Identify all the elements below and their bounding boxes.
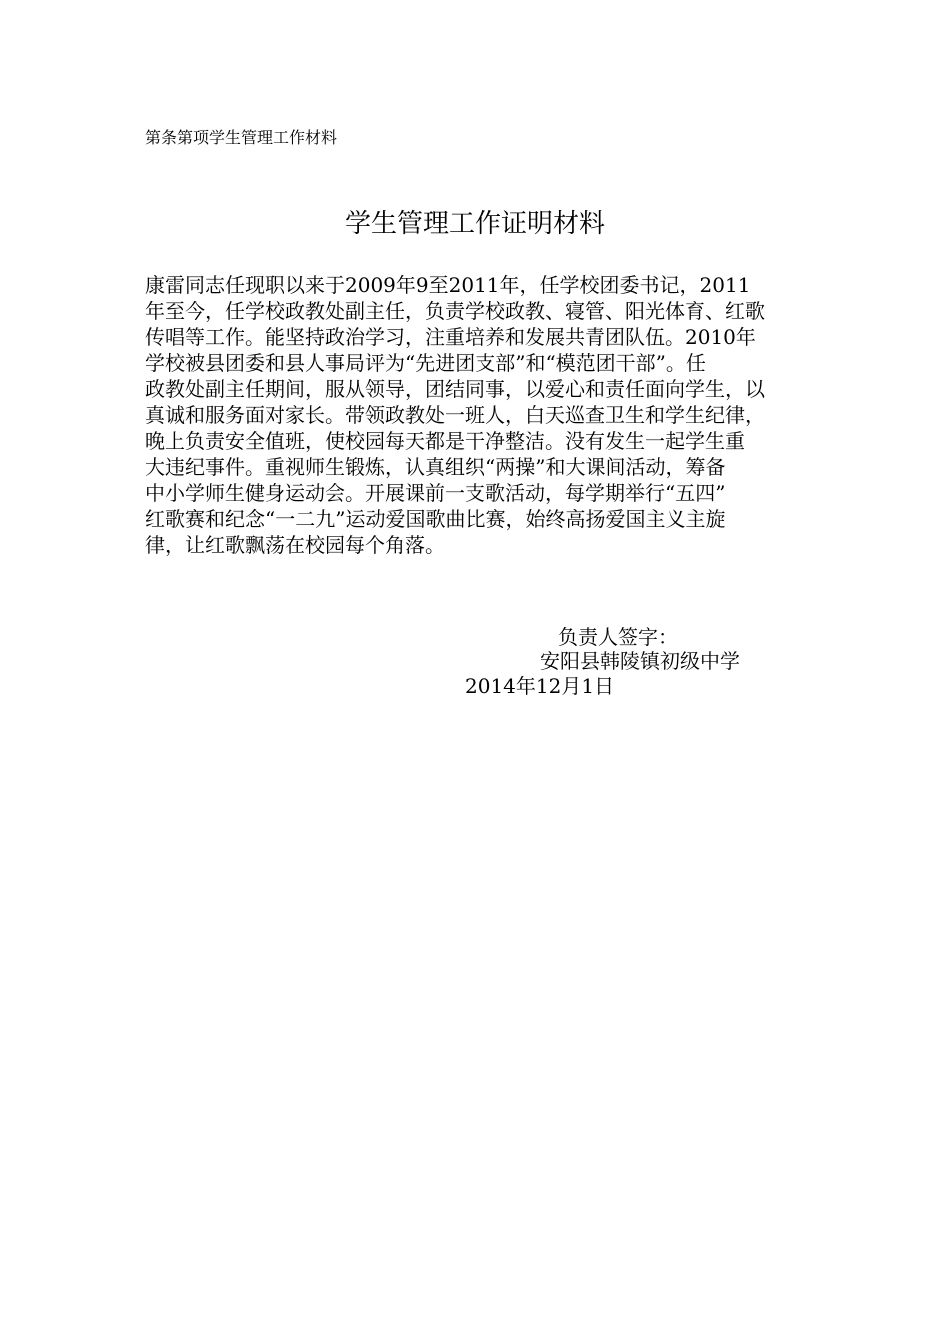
body-line: 年至今，任学校政教处副主任，负责学校政教、寝管、阳光体育、红歌 — [145, 299, 765, 323]
body-line: 律，让红歌飘荡在校园每个角落。 — [145, 533, 445, 557]
document-title: 学生管理工作证明材料 — [344, 209, 605, 239]
body-line: 真诚和服务面对家长。带领政教处一班人，白天巡查卫生和学生纪律， — [145, 403, 765, 427]
signature-school: 安阳县韩陵镇初级中学 — [540, 649, 740, 673]
header-note: 第条第项学生管理工作材料 — [145, 128, 338, 147]
body-line: 大违纪事件。重视师生锻炼，认真组织“两操”和大课间活动，筹备 — [145, 455, 726, 479]
body-line: 晚上负责安全值班，使校园每天都是干净整洁。没有发生一起学生重 — [145, 429, 745, 453]
body-line: 中小学师生健身运动会。开展课前一支歌活动，每学期举行“五四” — [145, 481, 726, 505]
signature-date: 2014年12月1日 — [465, 674, 615, 698]
body-line: 政教处副主任期间，服从领导，团结同事，以爱心和责任面向学生，以 — [145, 377, 765, 401]
signature-label: 负责人签字： — [558, 625, 678, 649]
body-paragraph — [145, 272, 817, 558]
body-line: 康雷同志任现职以来于2009年9至2011年，任学校团委书记，2011 — [145, 273, 751, 297]
body-line: 传唱等工作。能坚持政治学习，注重培养和发展共青团队伍。2010年 — [145, 325, 756, 349]
body-line: 红歌赛和纪念“一二九”运动爱国歌曲比赛，始终高扬爱国主义主旋 — [145, 507, 726, 531]
body-line: 学校被县团委和县人事局评为“先进团支部”和“模范团干部”。任 — [145, 351, 706, 375]
